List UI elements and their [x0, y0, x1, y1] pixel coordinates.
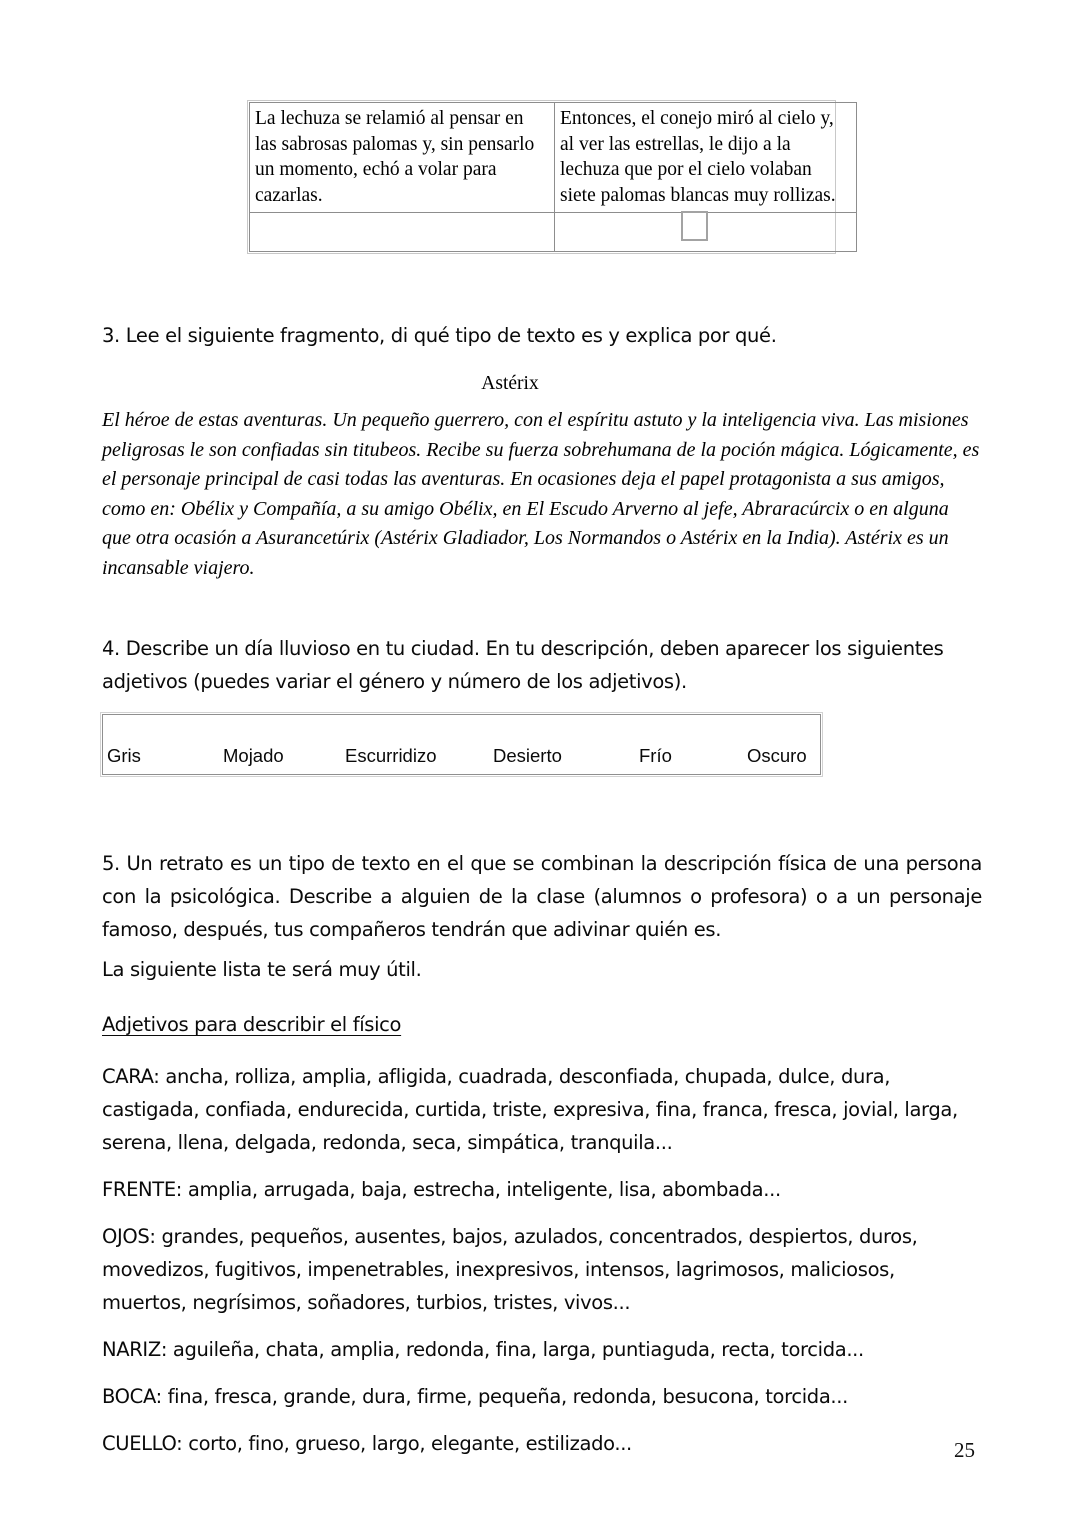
list-item: FRENTE: amplia, arrugada, baja, estrecha, inteligente, lisa, abombada...: [102, 1178, 781, 1201]
list-item: NARIZ: aguileña, chata, amplia, redonda, fina, larga, puntiaguda, recta, torcida...: [102, 1338, 864, 1361]
adjective-item: Desierto: [493, 745, 562, 766]
list-item: CARA: ancha, rolliza, amplia, afligida, cuadrada, desconfiada, chupada, dulce, dura, castigada, confiada, endurecida, curtida, triste, expresiva, fina, franca, fresca, jovial, larga, serena, llena, delgada, redonda, seca, simpática, tranquila...: [102, 1065, 958, 1154]
adjective-item: Escurridizo: [345, 745, 437, 766]
question-3-text: 3. Lee el siguiente fragmento, di qué tipo de texto es y explica por qué.: [102, 324, 777, 347]
adjectives-box-inner: [102, 714, 821, 775]
story-table: [247, 100, 836, 254]
adjective-item: Mojado: [223, 745, 284, 766]
story-cell-right: Entonces, el conejo miró al cielo y, al ver las estrellas, le dijo a la lechuza que por el cielo volaban siete palomas blancas muy rollizas.: [555, 103, 857, 213]
answer-cell-left[interactable]: [250, 213, 555, 252]
question-5-note: La siguiente lista te será muy útil.: [102, 958, 422, 981]
list-item: OJOS: grandes, pequeños, ausentes, bajos, azulados, concentrados, despiertos, duros, movedizos, fugitivos, impenetrables, inexpresivos, intensos, lagrimosos, maliciosos, muertos, negrísimos, soñadores, turbios, tristes, vivos...: [102, 1225, 918, 1314]
list-item: BOCA: fina, fresca, grande, dura, firme, pequeña, redonda, besucona, torcida...: [102, 1385, 848, 1408]
adjectives-row: [105, 743, 818, 769]
page-number: 25: [954, 1438, 975, 1462]
answer-checkbox[interactable]: [681, 211, 708, 241]
physical-adjectives-heading: Adjetivos para describir el físico: [102, 1013, 402, 1036]
adjective-item: Oscuro: [747, 745, 807, 766]
adjective-item: Gris: [107, 745, 141, 766]
table-row: [250, 103, 857, 213]
physical-adjectives-list: [102, 1060, 982, 1460]
fragment-title: Astérix: [481, 373, 539, 394]
story-cell-left: La lechuza se relamió al pensar en las sabrosas palomas y, sin pensarlo un momento, echó a volar para cazarlas.: [250, 103, 555, 213]
adjective-item: Frío: [639, 745, 672, 766]
list-item: CUELLO: corto, fino, grueso, largo, elegante, estilizado...: [102, 1432, 632, 1455]
adjectives-box: [100, 712, 823, 777]
table-row: [250, 213, 857, 252]
fragment-body: El héroe de estas aventuras. Un pequeño guerrero, con el espíritu astuto y la inteligencia viva. Las misiones peligrosas le son confiadas sin titubeos. Recibe su fuerza sobrehumana de la poción mágica. Lógicamente, es el personaje principal de casi todas las aventuras. En ocasiones deja el papel protagonista a sus amigos, como en: Obélix y Compañía, a su amigo Obélix, en El Escudo Arverno al jefe, Abraracúrcix o en alguna que otra ocasión a Asurancetúrix (Astérix Gladiador, Los Normandos o Astérix en la India). Astérix es un incansable viajero.: [102, 409, 980, 579]
question-4-text: 4. Describe un día lluvioso en tu ciudad. En tu descripción, deben aparecer los siguientes adjetivos (puedes variar el género y número de los adjetivos).: [102, 637, 944, 693]
question-5-text: 5. Un retrato es un tipo de texto en el que se combinan la descripción física de una persona con la psicológica. Describe a alguien de la clase (alumnos o profesora) o a un personaje famoso, después, tus compañeros tendrán que adivinar quién es.: [102, 852, 982, 941]
